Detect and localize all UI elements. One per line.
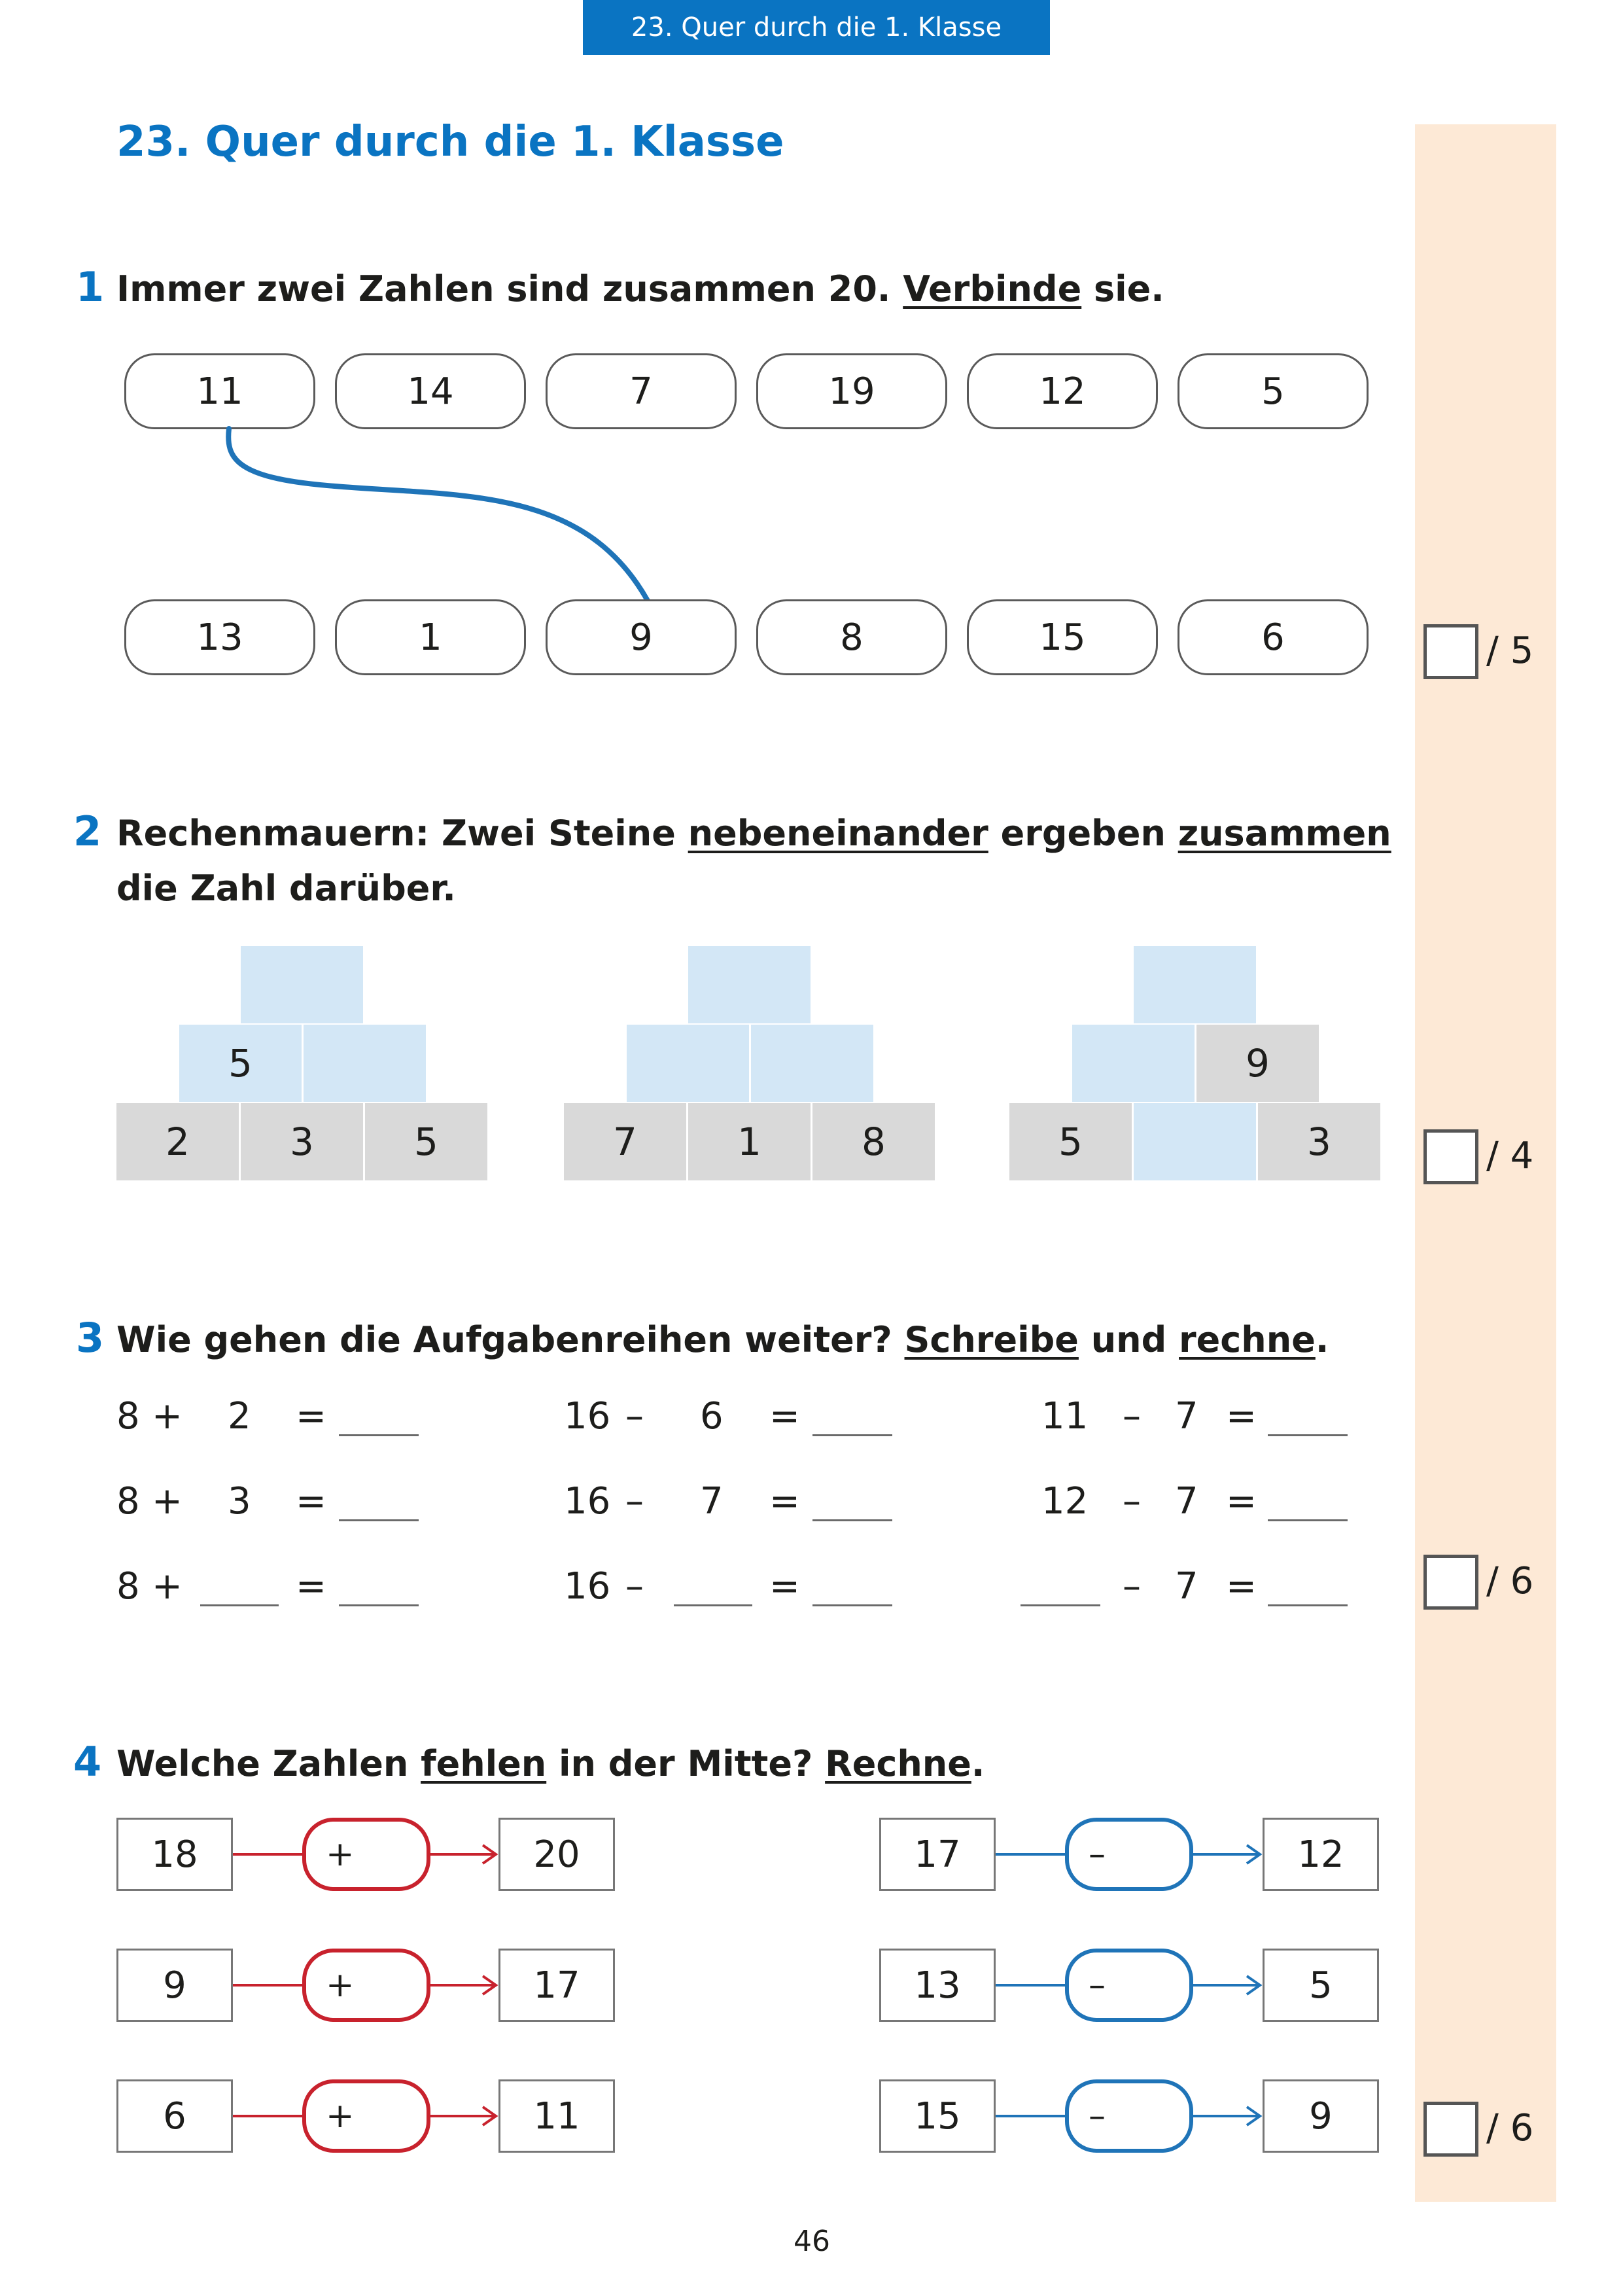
task2-score-label: / 4 [1486,1135,1534,1177]
t3-r2-c2-answer[interactable] [812,1519,892,1521]
task1-top-3[interactable]: 7 [546,353,737,429]
task1-bottom-6[interactable]: 6 [1178,599,1369,675]
task2-score-box[interactable] [1423,1129,1478,1184]
t3-r3-c3-eq: = [1226,1565,1257,1608]
task1-top-6[interactable]: 5 [1178,353,1369,429]
t3-r1-c2-a: 16 [564,1395,611,1438]
t4-left1-to: 20 [498,1818,615,1891]
task2-instruction-line1: Rechenmauern: Zwei Steine nebeneinander ergeben zusammen [116,813,1391,854]
wall2-top-brick[interactable] [688,946,811,1023]
t3-r2-c1-b: 3 [228,1480,251,1523]
wall3-top-brick[interactable] [1134,946,1256,1023]
task4-score-box[interactable] [1423,2102,1478,2157]
wall3-middle-brick-1[interactable] [1072,1025,1195,1102]
task1-bottom-2[interactable]: 1 [335,599,526,675]
t3-r3-c2-answer[interactable] [812,1604,892,1606]
t4-left1-from: 18 [116,1818,233,1891]
wall3-middle-brick-2: 9 [1196,1025,1319,1102]
t3-r3-c1-op: + [152,1565,183,1608]
t3-r1-c3-a: 11 [1041,1395,1089,1438]
t4-right3-from: 15 [879,2079,996,2153]
t4-right1-op[interactable]: – [1065,1818,1193,1891]
t3-r1-c2-op: – [625,1395,644,1438]
t3-r1-c3-b: 7 [1175,1395,1198,1438]
t3-r3-c3-op: – [1123,1565,1141,1608]
t3-r3-c1-operand[interactable] [200,1604,279,1606]
t3-r1-c3-eq: = [1226,1395,1257,1438]
page-title: 23. Quer durch die 1. Klasse [116,118,784,166]
t3-r1-c1-op: + [152,1395,183,1438]
task3-score-label: / 6 [1486,1560,1534,1602]
wall3-bottom-brick-1: 5 [1009,1103,1132,1180]
t4-left2-op[interactable]: + [302,1949,430,2022]
t4-left2-from: 9 [116,1949,233,2022]
t3-r2-c3-op: – [1123,1480,1141,1523]
wall1-middle-brick-1: 5 [179,1025,302,1102]
wall2-bottom-brick-2: 1 [688,1103,811,1180]
task4-number: 4 [73,1738,102,1786]
t3-r2-c2-eq: = [769,1480,800,1523]
wall3-bottom-brick-2[interactable] [1134,1103,1256,1180]
wall2-bottom-brick-1: 7 [564,1103,686,1180]
t4-right1-from: 17 [879,1818,996,1891]
t3-r3-c2-eq: = [769,1565,800,1608]
task1-score-box[interactable] [1423,624,1478,679]
task1-bottom-3[interactable]: 9 [546,599,737,675]
t3-r2-c3-eq: = [1226,1480,1257,1523]
wall1-top-brick[interactable] [241,946,363,1023]
task3-score-box[interactable] [1423,1555,1478,1610]
chapter-tab-label: 23. Quer durch die 1. Klasse [631,12,1002,43]
t3-r1-c2-eq: = [769,1395,800,1438]
task4-score-label: / 6 [1486,2107,1534,2149]
wall1-bottom-brick-1: 2 [116,1103,239,1180]
t4-right1-to: 12 [1263,1818,1379,1891]
wall1-middle-brick-2[interactable] [304,1025,426,1102]
t3-r3-c1-answer[interactable] [339,1604,419,1606]
t3-r2-c2-a: 16 [564,1480,611,1523]
t3-r1-c3-answer[interactable] [1268,1434,1348,1436]
t3-r2-c1-eq: = [296,1480,326,1523]
t3-r1-c3-op: – [1123,1395,1141,1438]
t4-right2-to: 5 [1263,1949,1379,2022]
task1-instruction: Immer zwei Zahlen sind zusammen 20. Verbinde sie. [116,268,1164,309]
t3-r3-c2-a: 16 [564,1565,611,1608]
t4-left2-to: 17 [498,1949,615,2022]
t3-r2-c2-b: 7 [700,1480,724,1523]
task1-score-label: / 5 [1486,629,1534,672]
wall2-middle-brick-2[interactable] [751,1025,873,1102]
task1-number: 1 [76,263,105,311]
wall2-bottom-brick-3: 8 [812,1103,935,1180]
t3-r1-c2-b: 6 [700,1395,724,1438]
task2-instruction-line2: die Zahl darüber. [116,868,456,909]
t4-right2-from: 13 [879,1949,996,2022]
t4-right3-op[interactable]: – [1065,2079,1193,2153]
wall2-middle-brick-1[interactable] [627,1025,749,1102]
t3-r2-c3-answer[interactable] [1268,1519,1348,1521]
task1-bottom-5[interactable]: 15 [967,599,1158,675]
wall1-bottom-brick-2: 3 [241,1103,363,1180]
t3-r3-c1-a: 8 [116,1565,140,1608]
task1-bottom-4[interactable]: 8 [756,599,947,675]
page-number: 46 [794,2225,830,2258]
wall1-bottom-brick-3: 5 [365,1103,487,1180]
t3-r2-c1-answer[interactable] [339,1519,419,1521]
t4-left3-from: 6 [116,2079,233,2153]
t3-r1-c1-answer[interactable] [339,1434,419,1436]
t3-r3-c3-answer[interactable] [1268,1604,1348,1606]
t3-r1-c1-b: 2 [228,1395,251,1438]
task1-top-2[interactable]: 14 [335,353,526,429]
t4-left3-to: 11 [498,2079,615,2153]
task4-arrows [0,1767,1623,2185]
t3-r3-c2-op: – [625,1565,644,1608]
t3-r3-c3-start[interactable] [1021,1604,1100,1606]
task4-instruction: Welche Zahlen fehlen in der Mitte? Rechne. [116,1743,985,1784]
t3-r3-c3-b: 7 [1175,1565,1198,1608]
task1-top-4[interactable]: 19 [756,353,947,429]
t3-r2-c1-a: 8 [116,1480,140,1523]
t4-right2-op[interactable]: – [1065,1949,1193,2022]
t3-r3-c2-operand[interactable] [674,1604,752,1606]
t3-r1-c2-answer[interactable] [812,1434,892,1436]
wall3-bottom-brick-3: 3 [1258,1103,1380,1180]
task2-number: 2 [73,807,102,855]
t3-r3-c1-eq: = [296,1565,326,1608]
t3-r2-c3-b: 7 [1175,1480,1198,1523]
task1-bottom-1[interactable]: 13 [124,599,315,675]
t4-left1-op[interactable]: + [302,1818,430,1891]
t4-left3-op[interactable]: + [302,2079,430,2153]
t3-r2-c2-op: – [625,1480,644,1523]
t3-r2-c3-a: 12 [1041,1480,1089,1523]
task1-top-5[interactable]: 12 [967,353,1158,429]
t3-r2-c1-op: + [152,1480,183,1523]
task3-number: 3 [76,1314,105,1362]
t4-right3-to: 9 [1263,2079,1379,2153]
t3-r1-c1-a: 8 [116,1395,140,1438]
task1-top-1[interactable]: 11 [124,353,315,429]
task3-instruction: Wie gehen die Aufgabenreihen weiter? Schreibe und rechne. [116,1319,1329,1360]
task1-keyword: Verbinde [903,268,1082,309]
t3-r1-c1-eq: = [296,1395,326,1438]
